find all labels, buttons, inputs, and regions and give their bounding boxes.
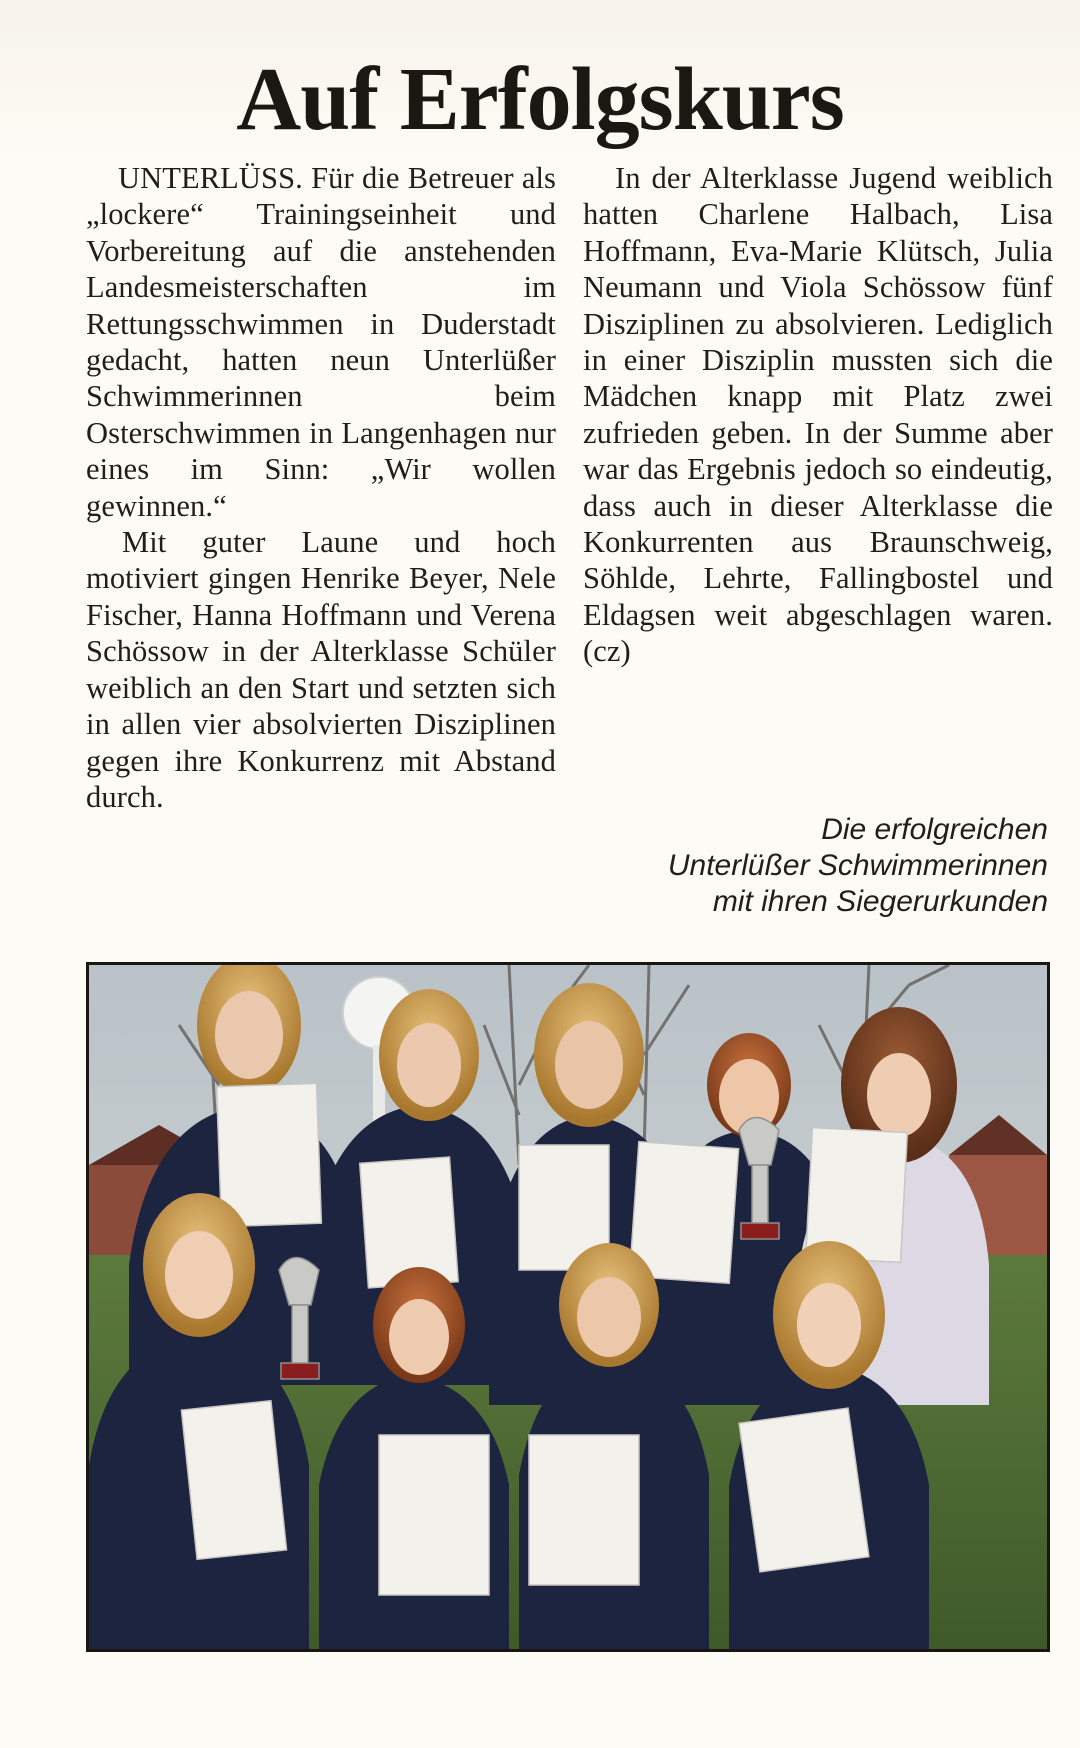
article-paragraph: Mit guter Laune und hoch motiviert gingen Henrike Beyer, Nele Fischer, Hanna Hoffmann und Verena Schössow in der Alterklasse Schüler weiblich an den Start und setzten sich in allen vier absolvierten Disziplinen gegen ihre Konkurrenz mit Abstand durch. xyxy=(86,525,556,814)
group-photo xyxy=(86,962,1050,1652)
caption-line: Unterlüßer Schwimmerinnen xyxy=(667,849,1048,882)
caption-line: Die erfolgreichen xyxy=(821,813,1048,846)
caption-line: mit ihren Siegerurkunden xyxy=(712,885,1048,918)
photo-illustration xyxy=(89,965,1047,1649)
photo-caption xyxy=(560,812,1048,920)
article-headline: Auf Erfolgskurs xyxy=(236,50,844,149)
article-paragraph: UNTERLÜSS. Für die Betreuer als „lockere“ Trainingseinheit und Vorbereitung auf die anstehenden Landesmeisterschaften im Rettungsschwimmen in Duderstadt gedacht, hatten neun Unterlüßer Schwimmerinnen beim Osterschwimmen in Langenhagen nur eines im Sinn: „Wir wollen gewinnen.“ xyxy=(86,161,556,523)
article-paragraph: In der Alterklasse Jugend weiblich hatten Charlene Halbach, Lisa Hoffmann, Eva-Marie Klütsch, Julia Neumann und Viola Schössow fünf Disziplinen zu absolvieren. Lediglich in einer Disziplin mussten sich die Mädchen knapp mit Platz zwei zufrieden geben. In der Summe aber war das Ergebnis jedoch so eindeutig, dass auch in dieser Alterklasse die Konkurrenten aus Braunschweig, Söhlde, Lehrte, Fallingbostel und Eldagsen weit abgeschlagen waren. (cz) xyxy=(583,161,1053,669)
article-column-left xyxy=(86,160,556,815)
article-column-right xyxy=(583,160,1053,670)
